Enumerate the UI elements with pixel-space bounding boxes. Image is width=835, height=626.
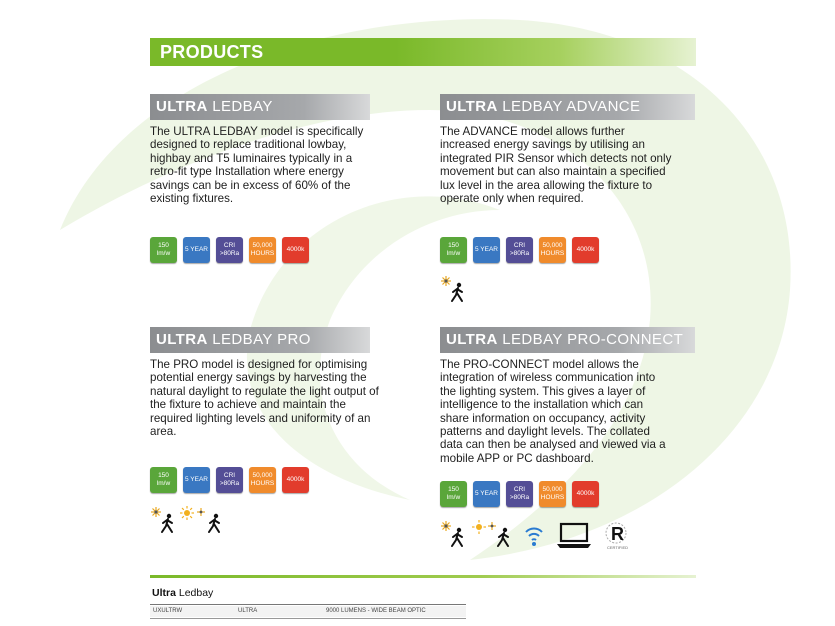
section-description: The PRO model is designed for optimising potential energy savings by harvesting the natural daylight to regulate the light output of the fixture to achieve and maintain the required lighting levels and uniformity of an area. [150, 358, 379, 439]
warranty-badge: 5 YEAR [473, 481, 500, 507]
efficacy-badge: 150 lm/w [440, 481, 467, 507]
section-ultra-ledbay-pro-connect [440, 327, 700, 465]
section-heading [150, 94, 370, 120]
section-heading [150, 327, 370, 353]
warranty-badge: 5 YEAR [183, 467, 210, 493]
lifetime-badge: 50,000 HOURS [249, 237, 276, 263]
colour-temp-badge: 4000k [572, 481, 599, 507]
section-ultra-ledbay [150, 94, 410, 205]
heading-bold: ULTRA [156, 331, 208, 348]
table-title [152, 587, 213, 599]
cri-badge: CRI >80Ra [506, 481, 533, 507]
section-heading [440, 327, 695, 353]
section-divider [150, 575, 696, 578]
page-title: PRODUCTS [160, 42, 264, 62]
section-heading [440, 94, 695, 120]
lifetime-badge: 50,000 HOURS [539, 237, 566, 263]
efficacy-badge: 150 lm/w [150, 467, 177, 493]
table-title-bold: Ultra [152, 587, 176, 599]
table-cell-model: ULTRA [238, 608, 258, 614]
cri-badge: CRI >80Ra [216, 237, 243, 263]
colour-temp-badge: 4000k [282, 237, 309, 263]
efficacy-badge: 150 lm/w [150, 237, 177, 263]
heading-bold: ULTRA [156, 98, 208, 115]
certified-icon [600, 520, 634, 550]
heading-bold: ULTRA [446, 98, 498, 115]
svg-text:R: R [611, 524, 624, 544]
daylight-sensor-icon [180, 506, 232, 536]
motion-sensor-icon [150, 506, 180, 536]
wireless-icon [524, 522, 544, 550]
warranty-badge: 5 YEAR [183, 237, 210, 263]
cri-badge: CRI >80Ra [506, 237, 533, 263]
section-ultra-ledbay-pro [150, 327, 410, 438]
heading-rest: LEDBAY PRO-CONNECT [497, 331, 684, 348]
lifetime-badge: 50,000 HOURS [249, 467, 276, 493]
daylight-sensor-icon [472, 520, 522, 550]
lifetime-badge: 50,000 HOURS [539, 481, 566, 507]
table-row [150, 606, 466, 617]
table-title-rest: Ledbay [175, 587, 214, 599]
motion-sensor-icon [440, 520, 470, 550]
heading-rest: LEDBAY ADVANCE [497, 98, 641, 115]
colour-temp-badge: 4000k [572, 237, 599, 263]
svg-text:CERTIFIED: CERTIFIED [607, 545, 629, 550]
laptop-icon [556, 522, 592, 550]
section-description: The PRO-CONNECT model allows the integration of wireless communication into the lighting system. This gives a layer of intelligence to the installation which can share information on occupancy, activity patterns and daylight levels. The collated data can then be analysed and viewed via a mobile APP or PC dashboard. [440, 358, 666, 465]
cri-badge: CRI >80Ra [216, 467, 243, 493]
colour-temp-badge: 4000k [282, 467, 309, 493]
heading-rest: LEDBAY [207, 98, 273, 115]
table-cell-code: UXULTRW [153, 608, 183, 614]
section-description: The ULTRA LEDBAY model is specifically designed to replace traditional lowbay, highbay and T5 luminaires typically in a retro-fit type Installation where energy savings can be in excess of 60% of the existing fixtures. [150, 125, 364, 206]
warranty-badge: 5 YEAR [473, 237, 500, 263]
efficacy-badge: 150 lm/w [440, 237, 467, 263]
section-ultra-ledbay-advance [440, 94, 700, 205]
table-rule [150, 604, 466, 605]
section-description: The ADVANCE model allows further increased energy savings by utilising an integrated PIR Sensor which detects not only movement but can also maintain a specified lux level in the area allowing the fixture to operate only when required. [440, 125, 672, 206]
heading-bold: ULTRA [446, 331, 498, 348]
heading-rest: LEDBAY PRO [207, 331, 311, 348]
table-rule [150, 618, 466, 619]
table-cell-description: 9000 LUMENS - WIDE BEAM OPTIC [326, 608, 426, 614]
products-header-bar [150, 38, 696, 66]
motion-sensor-icon [440, 275, 470, 305]
